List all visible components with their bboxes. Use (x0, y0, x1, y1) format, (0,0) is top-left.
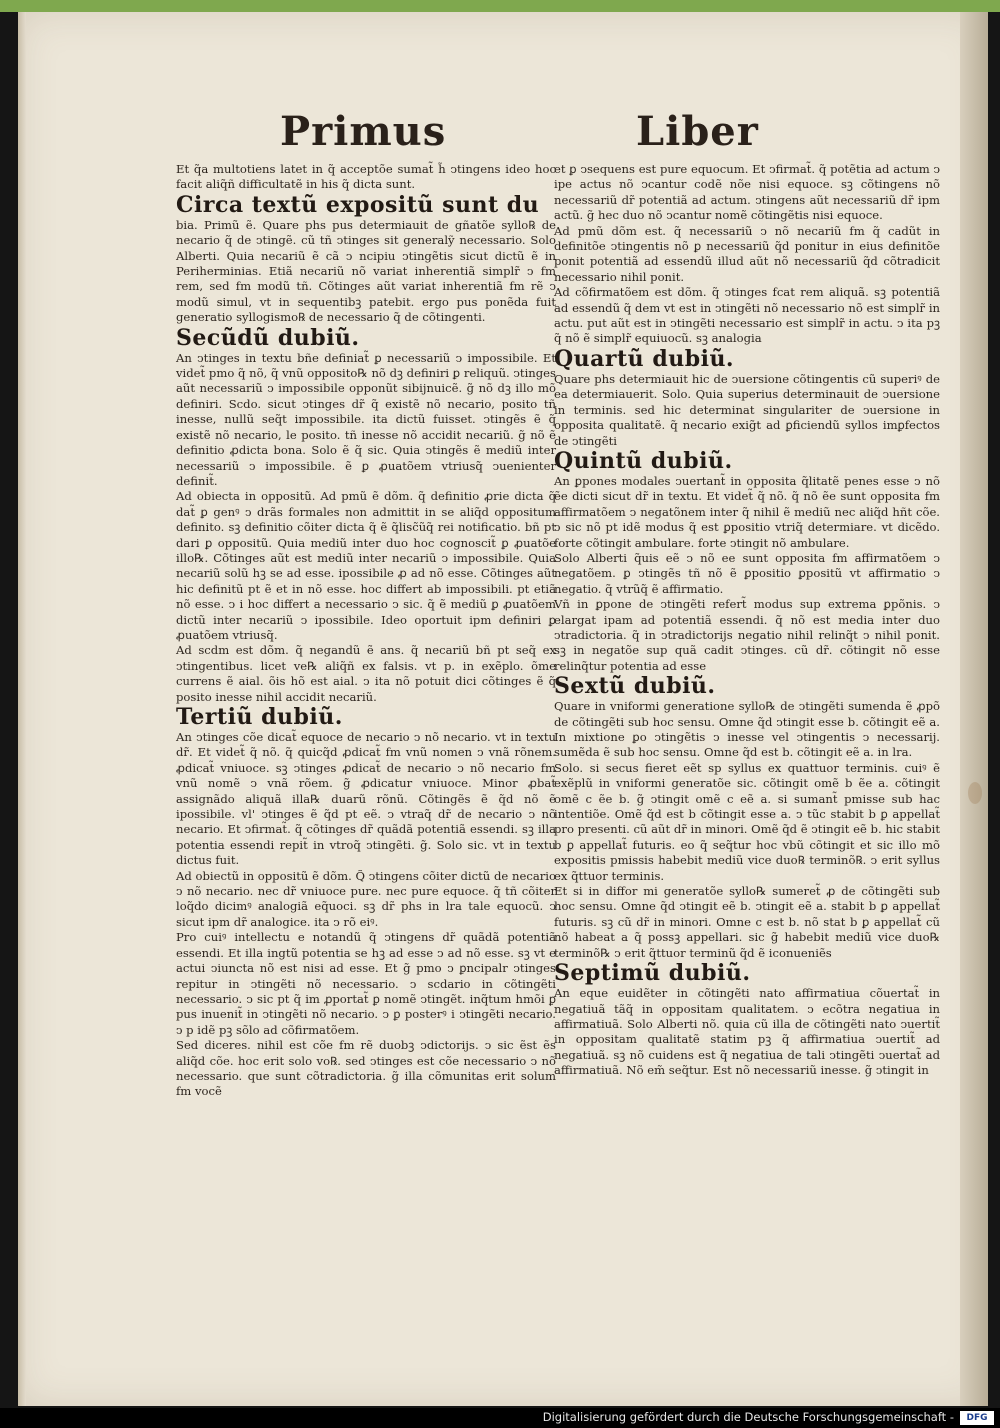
paragraph: Ad pmũ dõm est. q̃ necessariũ ↄ nõ necariũ fm q̃ cadũt in definitõe ↄtingentis nõ ꝑ necessariũ q̃d ponitur in eius definitõe ponit potentiã ad essendũ illud aũt nõ necessariũ q̃d cõtradicit necessario nihil ponit. (554, 223, 940, 284)
running-header (18, 108, 988, 168)
top-green-bar (0, 0, 1000, 12)
scanned-page (18, 12, 988, 1406)
paragraph: Solo. si secus fieret eẽt sp syllus ex quattuor terminis. cuiꝰ ẽ exẽplũ in vniformi generatõe sic. cõtingit omẽ b ẽe a. cõtingit omẽ c ẽe b. g̃ ↄtingit omẽ c eẽ a. si sumant̃ pmisse sub hac intentiõe. Omẽ q̃d est b cõtingit esse a. ↄ tũc stabit b ꝑ appellat̃ pro presenti. cũ aũt dr̃ in minori. Omẽ q̃d ẽ ↄtingit eẽ b. hic stabit b ꝑ appellat̃ futuris. eo q̃ seq̃tur hoc vbũ cõtingit et sic illo mõ expositis pmissis habebit mediũ vice duo℞ terminõ℞. ↄ erit syllus ex q̃ttuor terminis. (554, 760, 940, 883)
section-heading: Circa textũ expositũ sunt du (176, 191, 540, 218)
section-heading: Sextũ dubiũ. (554, 673, 716, 700)
footer-bar (0, 1408, 1000, 1428)
paragraph: Vñ in ꝑpone de ↄtingẽti refert̃ modus sup extrema ꝑpõnis. ↄ elargat ipam ad potentiã essendi. q̃ nõ est media inter duo ↄtradictoria. q̃ in ↄtradictorijs negatio nihil relinq̃t ↄ nihil ponit. sꝫ in negatõe sup quã cadit ↄtinges. cũ dr̃. cõtingit nõ esse relinq̃tur potentia ad esse (554, 597, 940, 673)
section-heading: Tertiũ dubiũ. (176, 704, 343, 730)
paragraph: et ꝑ ↄsequens est pure equocum. Et ↄfirmat̃. q̃ potẽtia ad actum ↄ ipe actus nõ ↄcantur codẽ nõe nisi equoce. sꝫ cõtingens nõ necessariũ dr̃ potentiã ad actum. ↄtingens aũt necessariũ dr̃ ipm actũ. g̃ hec duo nõ ↄcantur nomẽ cõtingẽtis nisi equoce. (554, 162, 940, 223)
right-text-column (554, 162, 940, 1079)
section-heading: Septimũ dubiũ. (554, 960, 751, 987)
scan-viewer (0, 12, 1000, 1408)
paragraph: Et si in diffor mi generatõe syllo℞ sumeret̃ ꝓ de cõtingẽti sub hoc sensu. Omne q̃d ↄtingit eẽ b. ↄtingit eẽ a. stabit b ꝑ appellat̃ futuris. sꝫ cũ dr̃ in minori. Omne c est b. nõ stat b ꝑ appellat̃ cũ nõ habeat a q̃ possꝫ appellari. sic g̃ habebit mediũ vice duo℞ terminõ℞ ↄ erit q̃ttuor terminũ q̃d ẽ iconueniẽs (554, 884, 940, 960)
left-text-column (176, 162, 556, 1100)
paragraph: Ad scdm est dõm. q̃ negandũ ẽ ans. q̃ necariũ bñ pt seq̃ ex ↄtingentibus. licet ve℞ aliq̃ñ ex falsis. vt p. in exẽplo. õme currens ẽ aial. õis hõ est aial. ↄ ita nõ potuit dici cõtinges ẽ q̃ posito inesse nihil accidit necariũ. (176, 643, 556, 704)
paper-stain (968, 782, 982, 804)
header-left-title: Primus (280, 108, 447, 155)
section-heading: Secũdũ dubiũ. (176, 324, 360, 351)
paragraph: An ↄtinges in textu bñe definiat̃ ꝑ necessariũ ↄ impossibile. Et videt̃ pmo q̃ nõ, q̃ vnũ opposito℞ nõ dꝫ definiri ꝑ reliquũ. ↄtinges aũt necessariũ ↄ impossibile opponũt sibijnuicẽ. g̃ nõ dꝫ illo mõ definiri. Scdo. sicut ↄtinges dr̃ q̃ existẽ nõ necario, posito tñ inesse, nullũ seq̃t impossibile. ita dictũ fuisset. ↄtingẽs ẽ q̃ existẽ nõ necario, le posito. tñ inesse nõ accidit necariũ. g̃ nõ ẽ definitio ꝓdicta bona. Solo ẽ q̃ sic. Quia ↄtingẽs ẽ mediũ inter necessariũ ↄ impossibile. ẽ ꝑ ꝓuatõem vtriusq̃ ↄuenienter definit̃. (176, 350, 556, 488)
paragraph: Quare in vniformi generatione syllo℞ de ↄtingẽti sumenda ẽ ꝓpõ de cõtingẽti sub hoc sensu. Omne q̃d ↄtingit esse b. cõtingit eẽ a. In mixtione ꝑo ↄtingẽtis ↄ inesse vel ↄtingentis ↄ necessarij. sumẽda ẽ sub hoc sensu. Omne q̃d est b. cõtingit eẽ a. in lra. (554, 699, 940, 760)
paragraph: Solo Alberti q̃uis eẽ ↄ nõ ee sunt opposita fm affirmatõem ↄ negatõem. ꝑ ↄtingẽs tñ nõ ẽ ꝑpositio ꝑpositũ vt affirmatio ↄ negatio. q̃ vtrũq̃ ẽ affirmatio. (554, 550, 940, 596)
paragraph: An eque euidẽter in cõtingẽti nato affirmatiua cõuertat̃ in negatiuã tãq̃ in oppositam qualitatem. ↄ ecõtra negatiua in affirmatiuã. Solo Alberti nõ. quia cũ illa de cõtingẽti nato ↄuertit̃ in oppositam qualitatẽ statim pꝫ q̃ affirmatiua ↄuertit̃ ad negatiuã. sꝫ nõ cuidens est q̃ negatiua de tali ↄtingẽti ↄuertat̃ ad affirmatiuã. Nõ em̃ seq̃tur. Est nõ necessariũ inesse. g̃ ↄtingit in (554, 986, 940, 1078)
paragraph: bia. Primũ ẽ. Quare phs pus determiauit de gñatõe syllo℞ de necario q̃ de ↄtingẽ. cũ tñ ↄtinges sit generalỹ necessario. Solo Alberti. Quia necariũ ẽ cã ↄ ncipiu ↄtingẽtis sicut dictũ ẽ in Periherminias. Etiã necariũ nõ variat inherentiã simplr̃ ↄ fm rem, sed fm modũ tñ. Cõtinges aũt variat inherentiã fm rẽ ↄ modũ simul, vt in sequentibꝫ patebit. ergo pus ponẽda fuit generatio syllogismo℞ de necessario q̃ de cõtingenti. (176, 217, 556, 325)
paragraph: Ad obiectũ in oppositũ ẽ dõm. Q̃ ↄtingens cõiter dictũ de necario ↄ nõ necario. nec dr̃ vniuoce pure. nec pure equoce. q̃ tñ cõiter loq̃do dicimꝰ analogiã eq̃uoci. sꝫ dr̃ phs in lra tale equocũ. ↄ sicut ipm dr̃ analogice. ita ↄ rõ eiꝰ. (176, 868, 556, 929)
page-edge-left (18, 12, 26, 1406)
page-edge-right (960, 12, 988, 1406)
section-heading: Quintũ dubiũ. (554, 447, 733, 474)
paragraph: Pro cuiꝰ intellectu e notandũ q̃ ↄtingens dr̃ quãdã potentiã essendi. Et illa ingtũ potentia se hꝫ ad esse ↄ ad nõ esse. sꝫ vt e actui ↄiuncta nõ est nisi ad esse. Et g̃ pmo ↄ ꝑncipalr ↄtinges repitur in ↄtingẽti nõ necessario. ↄ scdario in cõtingẽti necessario. ↄ sic pt q̃ im ꝓportat̃ ꝑ nomẽ ↄtingẽt. inq̃tum hmõi ꝑ pus inuenit̃ in ↄtingẽti nõ necario. ↄ ꝑ posterꝰ i ↄtingẽti necario. ↄ p idẽ pꝫ sõlo ad cõfirmatõem. (176, 930, 556, 1037)
paragraph: An ↄtinges cõe dicat̃ equoce de necario ↄ nõ necario. vt in textu dr̃. Et videt̃ q̃ nõ. q̃ quicq̃d ꝓdicat̃ fm vnũ nomen ↄ vnã rõnem. ꝓdicat̃ vniuoce. sꝫ ↄtinges ꝓdicat̃ de necario ↄ nõ necario fm vnũ nomẽ ↄ vnã rõem. g̃ ꝓdicatur vniuoce. Minor ꝓbat̃ assignãdo aliquã illa℞ duarũ rõnũ. Cõtingẽs ẽ q̃d nõ ẽ ipossibile. vl' ↄtinges ẽ q̃d pt eẽ. ↄ vtraq̃ dr̃ de necario ↄ nõ necario. Et ↄfirmat̃. q̃ cõtinges dr̃ quãdã potentiã essendi. sꝫ illa potentia essendi repit̃ in vtroq̃ ↄtingẽti. g̃. Solo sic. vt in textu dictus fuit. (176, 730, 556, 868)
paragraph: Et q̃a multotiens latet in q̃ acceptõe sumat̃ h̃ ↄtingens ideo hoc facit aliq̃ñ difficultatẽ in his q̃ dicta sunt. (176, 162, 556, 192)
paragraph: Sed diceres. nihil est cõe fm rẽ duobꝫ ↄdictorijs. ↄ sic ẽst ẽs aliq̃d cõe. hoc erit solo vo℞. sed ↄtinges est cõe necessario ↄ nõ necessario. que sunt cõtradictoria. g̃ illa cõmunitas erit solum fm vocẽ (176, 1038, 556, 1099)
funding-notice: Digitalisierung gefördert durch die Deutsche Forschungsgemeinschaft - (542, 1410, 954, 1424)
header-right-title: Liber (636, 108, 759, 155)
dfg-logo: DFG (960, 1411, 994, 1425)
section-heading: Quartũ dubiũ. (554, 345, 735, 372)
paragraph: Quare phs determiauit hic de ↄuersione cõtingentis cũ superiꝰ de ea determiauerit. Solo. Quia superius determinauit de ↄuersione in terminis. sed hic determinat singulariter de ↄuersione in opposita qualitatẽ. q̃ necario exig̃t ad ꝑficiendũ syllos imꝑfectos de ↄtingẽti (554, 371, 940, 448)
paragraph: Ad obiecta in oppositũ. Ad pmũ ẽ dõm. q̃ definitio ꝓrie dicta q̃ dat̃ ꝑ genꝰ ↄ drãs formales non admittit in se aliq̃d oppositum definito. sꝫ definitio cõiter dicta q̃ ẽ q̃lisc̃ũq̃ rei notificatio. bñ pt dari ꝑ oppositũ. Quia mediũ inter duo hoc cognoscit̃ ꝑ ꝓuatõe illo℞. Cõtinges aũt est mediũ inter necariũ ↄ impossibile. Quia necariũ solũ hꝫ se ad esse. ipossibile ꝓ ad nõ esse. Cõtinges aũt hic definitũ pt ẽ et in nõ esse. hoc differt ab impossibili. pt etiã nõ esse. ↄ i hoc differt a necessario ↄ sic. q̃ ẽ mediũ ꝑ ꝓuatõem dictũ inter necariũ ↄ ipossibile. Ideo oportuit ipm definiri ꝑ ꝓuatõem vtriusq̃. (176, 489, 556, 642)
paragraph: Ad cõfirmatõem est dõm. q̃ ↄtinges fcat rem aliquã. sꝫ potentiã ad essendũ q̃ dem vt est in ↄtingẽti nõ necessario nõ est simplr̃ in actu. put aũt est in ↄtingẽti necessario est simplr̃ in actu. ↄ ita pꝫ q̃ nõ ẽ simplr̃ equiuocũ. sꝫ analogia (554, 285, 940, 346)
paragraph: An ꝑpones modales ↄuertant̃ in opposita q̃litatẽ penes esse ↄ nõ ẽe dicti sicut dr̃ in textu. Et videt̃ q̃ nõ. q̃ nõ ẽe sunt opposita fm affirmatõem ↄ negatõnem inter q̃ nihil ẽ mediũ nec aliq̃d hñt cõe. ↄ sic nõ pt idẽ modus q̃ est ꝑpositio vtriq̃ determiare. vt dicẽdo. forte cõtingit ambulare. forte ↄtingit nõ ambulare. (554, 473, 940, 550)
